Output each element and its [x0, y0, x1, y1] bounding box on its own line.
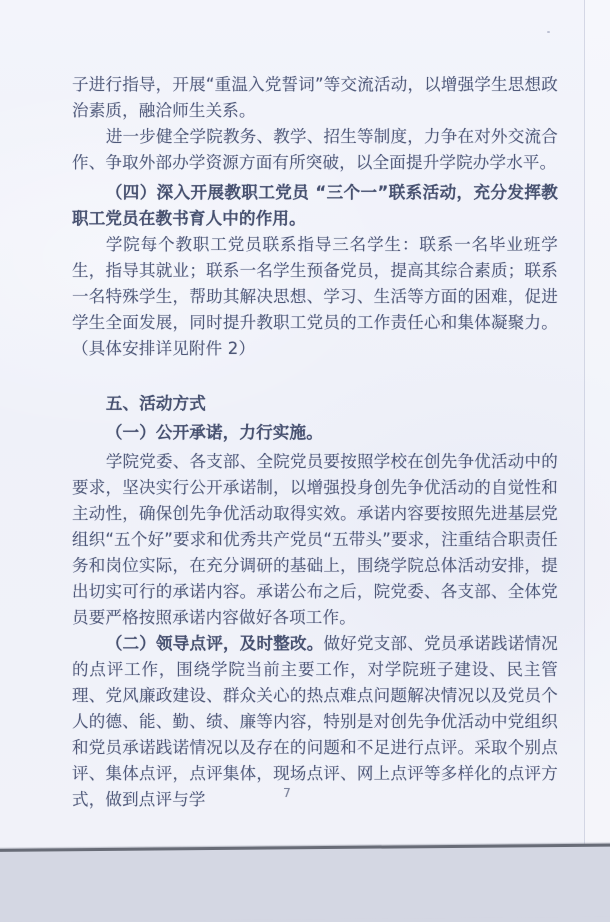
paragraph-three-links: 学院每个教职工党员联系指导三名学生：联系一名毕业班学生，指导其就业；联系一名学生预备党员，提高其综合素质；联系一名特殊学生，帮助其解决思想、学习、生活等方面的困难，促进学生全面发展，同时提升教职工党员的工作责任心和集体凝聚力。（具体安排详见附件 2）	[72, 235, 558, 358]
scan-speck	[547, 31, 550, 33]
scan-right-strip	[585, 0, 610, 849]
heading-item-two-lead: （二）领导点评，及时整改。	[105, 634, 324, 653]
paragraph-public-commitment: 学院党委、各支部、全院党员要按照学校在创先争优活动中的要求，坚决实行公开承诺制，以增强投身创先争优活动的自觉性和主动性，确保创先争优活动取得实效。承诺内容要按照先进基层党组织“五个好”要求和优秀共产党员“五带头”要求，注重结合职责任务和岗位实际，在充分调研的基础上，围绕学院总体活动安排，提出切实可行的承诺内容。承诺公布之后，院党委、各支部、全体党员要严格按照承诺内容做好各项工作。	[72, 452, 558, 627]
heading-section-four: （四）深入开展教职工党员 “三个一”联系活动，充分发挥教职工党员在教书育人中的作用。	[72, 183, 558, 228]
document-body	[72, 72, 558, 813]
heading-item-one: （一）公开承诺，力行实施。	[105, 423, 323, 442]
scan-right-edge-line	[584, 0, 585, 849]
paragraph-school-systems: 进一步健全学院教务、教学、招生等制度，力争在对外交流合作、争取外部办学资源方面有所突破，以全面提升学院办学水平。	[72, 127, 558, 172]
page-bottom-edge-shadow	[0, 843, 610, 922]
heading-section-five: 五、活动方式	[105, 394, 207, 413]
page-number: 7	[283, 786, 291, 800]
paragraph-leader-review-text: 做好党支部、党员承诺践诺情况的点评工作，围绕学院当前主要工作，对学院班子建设、民主管理、党风廉政建设、群众关心的热点难点问题解决情况以及党员个人的德、能、勤、绩、廉等内容，特别是对创先争优活动中党组织和党员承诺践诺情况以及存在的问题和不足进行点评。采取个别点评、集体点评，点评集体，现场点评、网上点评等多样化的点评方式，做到点评与学	[72, 634, 558, 809]
paragraph-continuation: 子进行指导，开展“重温入党誓词”等交流活动，以增强学生思想政治素质，融洽师生关系。	[72, 75, 558, 120]
